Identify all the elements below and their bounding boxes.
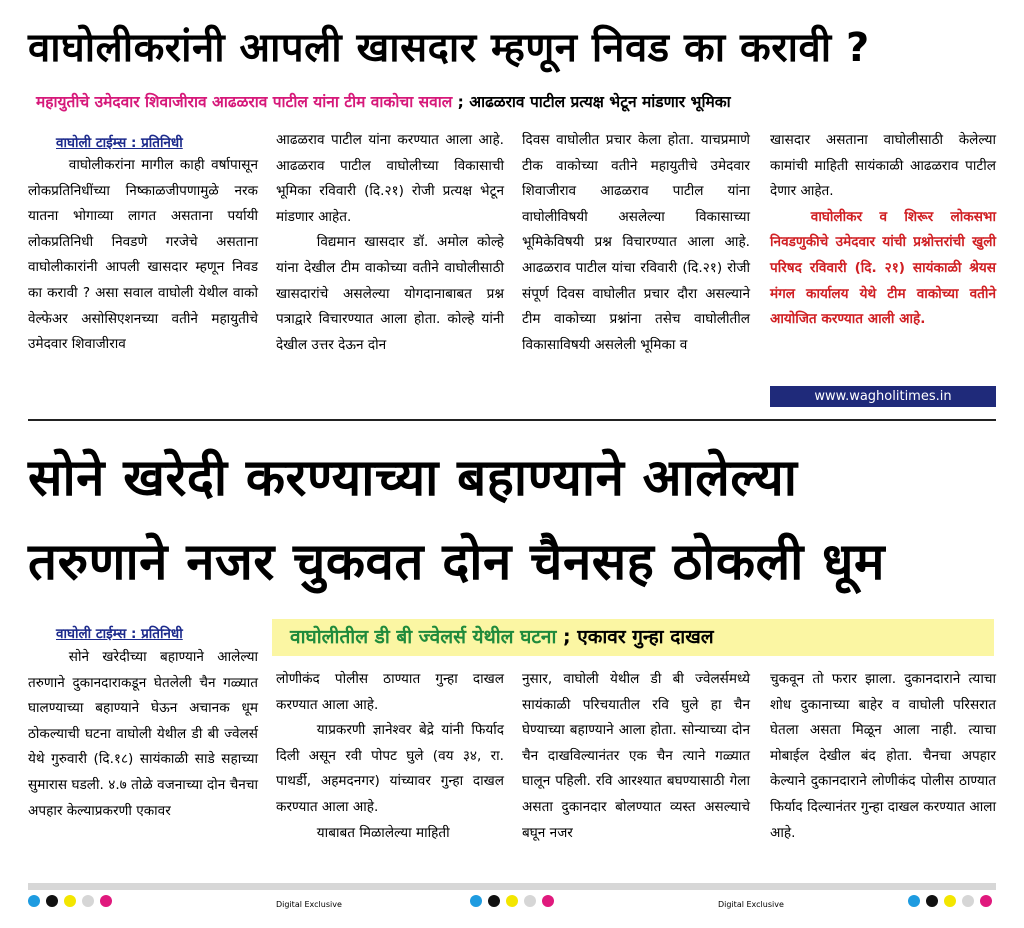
story1-byline: वाघोली टाईम्स : प्रतिनिधी: [56, 135, 183, 151]
story2-headline-line1: सोने खरेदी करण्याच्या बहाण्याने आलेल्या: [28, 449, 798, 508]
story2-highlight-green: वाघोलीतील डी बी ज्वेलर्स येथील घटना: [290, 626, 557, 648]
registration-dot: [82, 895, 94, 907]
story1-subheadline-pink: महायुतीचे उमेदवार शिवाजीराव आढळराव पाटील यांना टीम वाकोचा सवाल: [36, 93, 453, 111]
registration-dot: [962, 895, 974, 907]
story2-col2-para3: याबाबत मिळालेल्या माहिती: [316, 824, 450, 841]
story2-column-3: [522, 667, 750, 846]
registration-dot: [100, 895, 112, 907]
story2-column-2: [276, 667, 504, 846]
story1-col2-para1: आढळराव पाटील यांना करण्यात आला आहे. आढळराव पाटील वाघोलीच्या विकासाची भूमिका रविवारी (दि.२१) रोजी प्रत्यक्ष भेटून मांडणार आहेत.: [276, 132, 504, 225]
story1-column-3: [522, 128, 750, 358]
story2-col3-para1: नुसार, वाघोली येथील डी बी ज्वेलर्समध्ये सायंकाळी परिचयातील रवि घुले हा चैन घेण्याच्या बहाण्याने आला होता. सोन्याच्या दोन चैन दाखविल्यानंतर एक चैन त्याने गळ्यात घालून पहिली. रवि आरश्यात बघण्यासाठी गेला असता दुकानदार बोलण्यात व्यस्त असल्याचे बघून नजर: [522, 671, 750, 841]
story2-highlight-black: ; एकावर गुन्हा दाखल: [556, 626, 714, 648]
story1-headline: वाघोलीकरांनी आपली खासदार म्हणून निवड का करावी ?: [28, 25, 870, 71]
website-url-banner: www.wagholitimes.in: [770, 386, 996, 407]
color-registration-marks-right: [908, 895, 992, 911]
story2-col2-para2: याप्रकरणी ज्ञानेश्वर बेद्रे यांनी फिर्याद दिली असून रवी पोपट घुले (वय ३४, रा. पाथर्डी, अहमदनगर) यांच्यावर गुन्हा दाखल करण्यात आला आहे.: [276, 722, 504, 815]
registration-dot: [980, 895, 992, 907]
registration-dot: [908, 895, 920, 907]
story2-column-4: [770, 667, 996, 846]
footer-label-right: Digital Exclusive: [718, 900, 784, 909]
registration-dot: [506, 895, 518, 907]
story1-column-2: [276, 128, 504, 358]
registration-dot: [488, 895, 500, 907]
story1-column-1: [28, 153, 258, 358]
footer-label-left: Digital Exclusive: [276, 900, 342, 909]
story2-headline-line2: तरुणाने नजर चुकवत दोन चैनसह ठोकली धूम: [28, 533, 885, 592]
registration-dot: [944, 895, 956, 907]
story1-subheadline: [36, 90, 1006, 112]
color-registration-marks-center: [470, 895, 554, 911]
registration-dot: [542, 895, 554, 907]
story1-subheadline-black: ; आढळराव पाटील प्रत्यक्ष भेटून मांडणार भूमिका: [452, 93, 731, 111]
story2-col1-para1: सोने खरेदीच्या बहाण्याने आलेल्या तरुणाने दुकानदाराकडून घेतलेली चैन गळ्यात घालण्याच्या बहाण्याने घेऊन अचानक धूम ठोकल्याची घटना वाघोली येथील डी बी ज्वेलर्स येथे गुरुवारी (दि.१८) सायंकाळी साडे सहाच्या सुमारास घडली. ४.७ तोळे वजनाच्या दोन चैनचा अपहार केल्याप्रकरणी एकावर: [28, 649, 258, 819]
registration-dot: [46, 895, 58, 907]
story1-col1-para1: वाघोलीकरांना मागील काही वर्षापासून लोकप्रतिनिधींच्या निष्काळजीपणामुळे नरक यातना भोगाव्या लागत असताना पर्यायी लोकप्रतिनिधी निवडणे गरजेचे असताना वाघोलीकारांनी आपली खासदार म्हणून निवड का करावी ? असा सवाल वाघोली येथील वाको वेल्फेअर असोसिएशनच्या वतीने महायुतीचे उमेदवार शिवाजीराव: [28, 157, 258, 353]
story1-col2-para2: विद्यमान खासदार डॉ. अमोल कोल्हे यांना देखील टीम वाकोच्या वतीने वाघोलीसाठी खासदारांचे असलेल्या योगदानाबाबत प्रश्न पत्राद्वारे विचारण्यात आला होता. कोल्हे यांनी देखील उत्तर देऊन दोन: [276, 234, 504, 353]
story1-col4-para1: खासदार असताना वाघोलीसाठी केलेल्या कामांची माहिती सायंकाळी आढळराव पाटील देणार आहेत.: [770, 132, 996, 200]
registration-dot: [524, 895, 536, 907]
footer-bar: [28, 883, 996, 890]
registration-dot: [470, 895, 482, 907]
registration-dot: [64, 895, 76, 907]
story2-byline: वाघोली टाईम्स : प्रतिनिधी: [56, 626, 183, 642]
story2-column-1: [28, 645, 258, 824]
section-divider: [28, 419, 996, 421]
story1-column-4: [770, 128, 996, 333]
story1-col3-para1: दिवस वाघोलीत प्रचार केला होता. याचप्रमाणे टीक वाकोच्या वतीने महायुतीचे उमेदवार शिवाजीराव आढळराव पाटील यांना वाघोलीविषयी असलेल्या विकासाच्या भूमिकेविषयी प्रश्न विचारण्यात आला आहे. आढळराव पाटील यांचा रविवारी (दि.२१) रोजी संपूर्ण दिवस वाघोलीत प्रचार दौरा असल्याने टीम वाकोच्या प्रश्नांना तसेच वाघोलीतील विकासाविषयी असलेली भूमिका व: [522, 132, 750, 353]
registration-dot: [28, 895, 40, 907]
color-registration-marks-left: [28, 895, 112, 911]
story1-col4-red-note: वाघोलीकर व शिरूर लोकसभा निवडणुकीचे उमेदवार यांची प्रश्नोत्तरांची खुली परिषद रविवारी (दि. २१) सायंकाळी श्रेयस मंगल कार्यालय येथे टीम वाकोच्या वतीने आयोजित करण्यात आली आहे.: [770, 208, 996, 328]
story2-highlight-banner: [272, 619, 994, 656]
registration-dot: [926, 895, 938, 907]
story2-col4-para1: चुकवून तो फरार झाला. दुकानदाराने त्याचा शोध दुकानाच्या बाहेर व वाघोली परिसरात घेतला असता मिळून आला नाही. त्याचा मोबाईल देखील बंद होता. चैनचा अपहार केल्याने दुकानदाराने लोणीकंद पोलीस ठाण्यात फिर्याद दिल्यानंतर गुन्हा दाखल करण्यात आला आहे.: [770, 671, 996, 841]
story2-col2-para1: लोणीकंद पोलीस ठाण्यात गुन्हा दाखल करण्यात आला आहे.: [276, 671, 504, 713]
